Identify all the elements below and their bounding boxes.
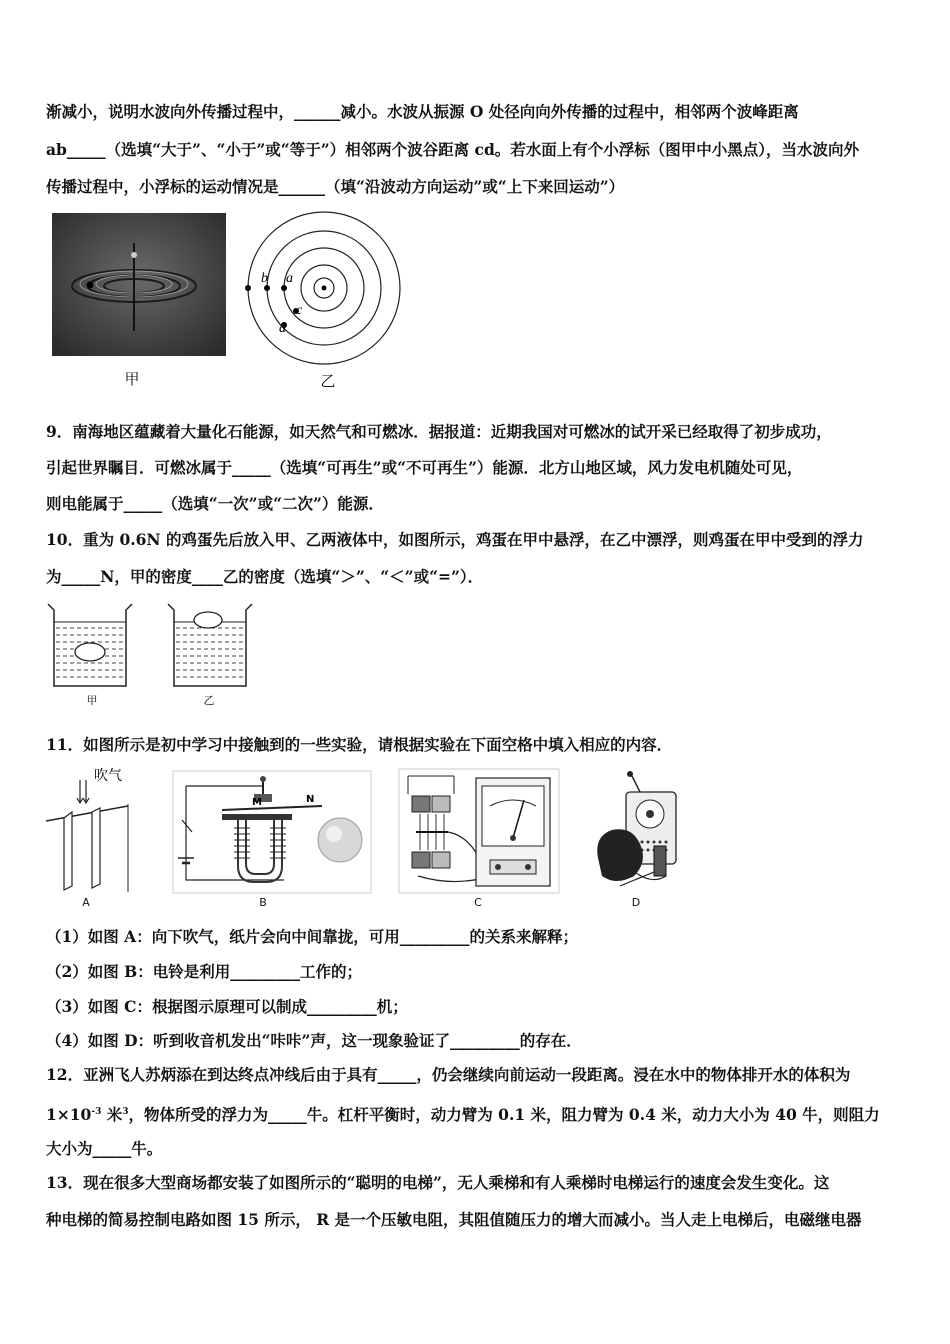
point-c-label: c — [296, 303, 303, 318]
ripple-photo — [52, 213, 226, 356]
q8-text-line1: 渐减小，说明水波向外传播过程中，______减小。水波从振源 O 处径向向外传播的过程中，相邻两个波峰距离 — [46, 102, 799, 121]
fig-d-label: D — [631, 896, 641, 909]
q8-text-line3: 传播过程中，小浮标的运动情况是______（填“沿波动方向运动”或“上下来回运动”） — [46, 177, 625, 196]
q12-volume-exponent: -3 — [91, 1107, 102, 1117]
magnet-n-label: N — [306, 794, 315, 805]
fig-b-label: B — [259, 896, 267, 909]
magnet-m-label: M — [252, 797, 262, 808]
q12-text-line1: 12．亚洲飞人苏炳添在到达终点冲线后由于具有_____，仍会继续向前运动一段距离。浸在水中的物体排开水的体积为 — [46, 1065, 851, 1084]
beaker-jia — [44, 602, 136, 690]
q13-text-line2: 种电梯的简易控制电路如图 15 所示， R 是一个压敏电阻，其阻值随压力的增大而减小。当人走上电梯后，电磁继电器 — [46, 1210, 862, 1229]
point-d-label: d — [279, 321, 286, 336]
q12-volume-unit: 米 — [101, 1105, 123, 1125]
beaker-yi — [164, 602, 256, 690]
q10-text-line1: 10．重为 0.6N 的鸡蛋先后放入甲、乙两液体中，如图所示，鸡蛋在甲中悬浮，在乙中漂浮，则鸡蛋在甲中受到的浮力 — [46, 530, 864, 549]
q10-text-line2: 为_____N，甲的密度____乙的密度（选填“＞”、“＜”或“=”）． — [46, 567, 484, 586]
beaker-jia-label: 甲 — [86, 694, 98, 707]
q11-sub1: （1）如图 A：向下吹气，纸片会向中间靠拢，可用_________的关系来解释； — [46, 927, 578, 946]
fig-jia-label: 甲 — [124, 370, 140, 388]
beaker-yi-label: 乙 — [203, 694, 215, 707]
point-b-label: b — [261, 271, 268, 286]
q12-volume-base: 1×10 — [46, 1105, 92, 1125]
q9-text-line2: 引起世界瞩目．可燃冰属于_____（选填“可再生”或“不可再生”）能源．北方山地区域，风力发电机随处可见， — [46, 458, 803, 477]
q8-text-line2: ab_____（选填“大于”、“小于”或“等于”）相邻两个波谷距离 cd。若水面上有个小浮标（图甲中小黑点），当水波向外 — [46, 140, 860, 159]
fig-c-generator — [398, 768, 560, 894]
fig-c-label: C — [474, 896, 482, 909]
fig-b-electric-bell — [172, 770, 372, 894]
q11-text-line1: 11．如图所示是初中学习中接触到的一些实验，请根据实验在下面空格中填入相应的内容． — [46, 735, 673, 754]
fig-yi-label: 乙 — [320, 372, 336, 390]
q9-text-line1: 9．南海地区蕴藏着大量化石能源，如天然气和可燃冰．据报道：近期我国对可燃冰的试开采已经取得了初步成功， — [46, 422, 832, 441]
q11-sub2: （2）如图 B：电铃是利用_________工作的； — [46, 962, 363, 981]
q13-text-line1: 13．现在很多大型商场都安装了如图所示的“聪明的电梯”，无人乘梯和有人乘梯时电梯运行的速度会发生变化。这 — [46, 1173, 830, 1192]
fig-d-radio-experiment — [590, 768, 690, 894]
point-a-label: a — [286, 271, 293, 286]
q9-text-line3: 则电能属于_____（选填“一次”或“二次”）能源． — [46, 494, 384, 513]
q12-text-line2 — [46, 1101, 916, 1126]
blow-label: 吹气 — [94, 768, 122, 784]
q11-sub3: （3）如图 C：根据图示原理可以制成_________机； — [46, 997, 408, 1016]
q12-text-line3: 大小为_____牛。 — [46, 1139, 163, 1158]
fig-a-blowing-papers — [44, 766, 132, 894]
fig-a-label: A — [82, 896, 90, 909]
q12-unit-exponent: 3 — [122, 1107, 129, 1117]
q12-line2-rest: ，物体所受的浮力为_____牛。杠杆平衡时，动力臂为 0.1 米，阻力臂为 0.4 米，动力大小为 40 牛，则阻力 — [128, 1105, 880, 1125]
concentric-wave-diagram — [240, 208, 410, 368]
q11-sub4: （4）如图 D：听到收音机发出“咔咔”声，这一现象验证了_________的存在． — [46, 1031, 582, 1050]
